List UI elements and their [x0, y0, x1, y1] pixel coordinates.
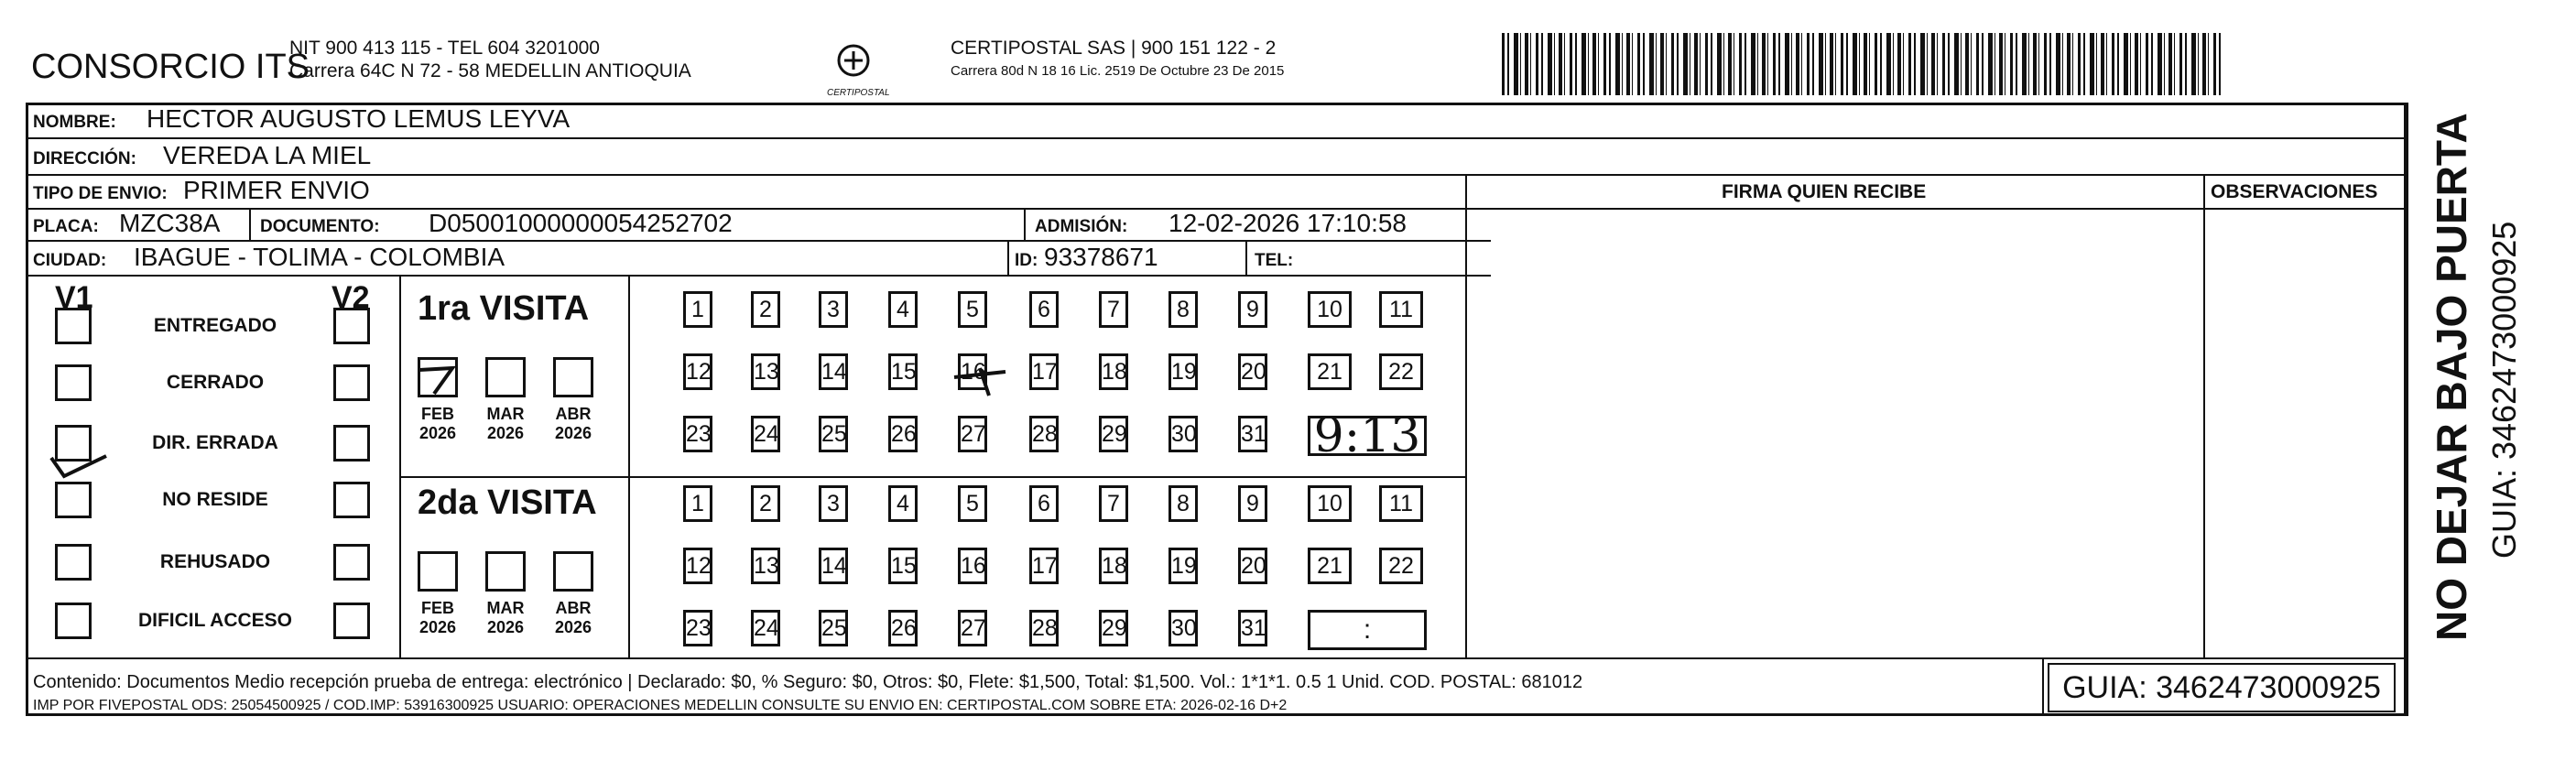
day-box[interactable]: 7	[1099, 485, 1128, 522]
day-box[interactable]: 8	[1168, 291, 1198, 328]
second-visit-month-label	[480, 599, 531, 637]
month-year: 2026	[554, 618, 592, 636]
ciudad-value: IBAGUE - TOLIMA - COLOMBIA	[134, 243, 505, 271]
day-box[interactable]: 10	[1308, 291, 1352, 328]
month-name: FEB	[421, 599, 454, 617]
day-box[interactable]: 6	[1029, 291, 1059, 328]
month-name: MAR	[486, 599, 525, 617]
col-divider	[2203, 174, 2205, 657]
v1-label: V1	[55, 280, 93, 315]
col-divider	[628, 275, 630, 657]
v2-label: V2	[332, 280, 370, 315]
admision-value: 12-02-2026 17:10:58	[1168, 209, 1407, 237]
day-box[interactable]: 18	[1099, 548, 1128, 584]
day-box[interactable]: 9	[1238, 485, 1267, 522]
month-year: 2026	[486, 618, 525, 636]
nombre-label: NOMBRE:	[33, 113, 116, 132]
day-box[interactable]: 12	[683, 353, 712, 390]
day-box[interactable]: 26	[888, 416, 918, 452]
v2-checkbox[interactable]	[333, 603, 370, 639]
day-box[interactable]: 7	[1099, 291, 1128, 328]
day-box[interactable]: 25	[819, 416, 848, 452]
col-divider	[2407, 103, 2408, 716]
month-year: 2026	[486, 424, 525, 442]
v1-checkbox[interactable]	[55, 603, 92, 639]
nit-line: NIT 900 413 115 - TEL 604 3201000	[289, 38, 600, 59]
day-box[interactable]: 18	[1099, 353, 1128, 390]
day-box[interactable]: 10	[1308, 485, 1352, 522]
day-box[interactable]: 8	[1168, 485, 1198, 522]
day-box[interactable]: 28	[1029, 416, 1059, 452]
warning-vertical: NO DEJAR BAJO PUERTA	[2428, 113, 2475, 641]
tipo-envio-value: PRIMER ENVIO	[183, 176, 370, 204]
v2-checkbox[interactable]	[333, 425, 370, 462]
day-box[interactable]: 4	[888, 485, 918, 522]
id-value: 93378671	[1044, 243, 1158, 271]
day-box[interactable]: 5	[958, 291, 987, 328]
day-box[interactable]: 3	[819, 485, 848, 522]
month-name: ABR	[555, 405, 592, 423]
firma-label: FIRMA QUIEN RECIBE	[1722, 181, 1927, 202]
check-mark-dir-errada	[48, 449, 112, 490]
second-visit-month-checkbox[interactable]	[418, 551, 458, 592]
v2-checkbox[interactable]	[333, 482, 370, 518]
guia-vertical: GUIA: 3462473000925	[2485, 221, 2523, 559]
col-divider	[1465, 174, 1467, 657]
ciudad-label: CIUDAD:	[33, 251, 107, 270]
day-box[interactable]: 17	[1029, 353, 1059, 390]
day-box[interactable]: 13	[751, 548, 780, 584]
day-box[interactable]: 4	[888, 291, 918, 328]
placa-value: MZC38A	[119, 209, 221, 237]
nombre-value: HECTOR AUGUSTO LEMUS LEYVA	[147, 104, 571, 133]
certipostal-logo-icon	[831, 40, 875, 84]
day-box[interactable]: 16	[958, 548, 987, 584]
col-divider	[1007, 240, 1009, 275]
day-box[interactable]: 11	[1379, 291, 1423, 328]
v1-checkbox[interactable]	[55, 364, 92, 401]
day-box[interactable]: 20	[1238, 548, 1267, 584]
day-box[interactable]: 28	[1029, 610, 1059, 646]
day-box[interactable]: 19	[1168, 548, 1198, 584]
second-visit-time[interactable]: :	[1308, 610, 1427, 650]
day-box[interactable]: 26	[888, 610, 918, 646]
day-box[interactable]: 21	[1308, 548, 1352, 584]
day-box[interactable]: 20	[1238, 353, 1267, 390]
first-visit-month-label	[480, 405, 531, 443]
month-name: FEB	[421, 405, 454, 423]
tipo-envio-label: TIPO DE ENVIO:	[33, 184, 168, 203]
v2-checkbox[interactable]	[333, 544, 370, 581]
logo-text: CERTIPOSTAL	[827, 88, 890, 98]
second-visit-month-checkbox[interactable]	[485, 551, 526, 592]
month-year: 2026	[418, 618, 457, 636]
col-divider	[1024, 208, 1026, 240]
second-visit-month-label	[412, 599, 463, 637]
status-label: ENTREGADO	[153, 315, 277, 336]
day-box[interactable]: 27	[958, 610, 987, 646]
company-name: CONSORCIO ITS	[31, 48, 310, 86]
col-divider	[1245, 240, 1247, 275]
day-box[interactable]: 9	[1238, 291, 1267, 328]
month-year: 2026	[554, 424, 592, 442]
day-box[interactable]: 1	[683, 485, 712, 522]
second-visit-label: 2da VISITA	[418, 483, 597, 522]
day-box[interactable]: 17	[1029, 548, 1059, 584]
day-box[interactable]: 30	[1168, 610, 1198, 646]
direccion-value: VEREDA LA MIEL	[163, 141, 372, 169]
v1-checkbox[interactable]	[55, 308, 92, 344]
day-box[interactable]: 14	[819, 548, 848, 584]
col-divider	[399, 275, 401, 657]
check-mark-day-16	[952, 364, 1016, 406]
certipostal-info	[951, 37, 1284, 82]
row-divider	[26, 174, 2407, 176]
day-box[interactable]: 6	[1029, 485, 1059, 522]
day-box[interactable]: 23	[683, 610, 712, 646]
status-label: NO RESIDE	[162, 489, 268, 510]
day-box[interactable]: 31	[1238, 610, 1267, 646]
certipostal-line: CERTIPOSTAL SAS | 900 151 122 - 2	[951, 38, 1277, 59]
day-box[interactable]: 31	[1238, 416, 1267, 452]
day-box[interactable]: 2	[751, 485, 780, 522]
day-box[interactable]: 22	[1379, 548, 1423, 584]
day-box[interactable]: 22	[1379, 353, 1423, 390]
documento-label: DOCUMENTO:	[260, 217, 380, 236]
status-label: DIFICIL ACCESO	[137, 610, 292, 631]
check-mark-feb	[416, 363, 462, 404]
tel-label: TEL:	[1255, 251, 1294, 270]
observaciones-label: OBSERVACIONES	[2211, 181, 2378, 202]
company-info	[289, 37, 691, 82]
v2-checkbox[interactable]	[333, 308, 370, 344]
footer-content-line: Contenido: Documentos Medio recepción prueba de entrega: electrónico | Declarado: $0, % Seguro: $0, Otros: $0, Flete: $1,500, Total: $1,500. Vol.: 1*1*1. 0.5 1 Unid. COD. POSTAL: 681012	[33, 672, 1583, 692]
delivery-form	[26, 103, 2407, 716]
first-visit-label: 1ra VISITA	[418, 289, 590, 328]
col-divider	[249, 208, 251, 240]
day-box[interactable]: 5	[958, 485, 987, 522]
direccion-label: DIRECCIÓN:	[33, 149, 136, 168]
status-label: CERRADO	[166, 372, 265, 393]
day-box[interactable]: 24	[751, 416, 780, 452]
day-box[interactable]: 27	[958, 416, 987, 452]
day-box[interactable]: 13	[751, 353, 780, 390]
status-label: REHUSADO	[159, 551, 271, 572]
second-visit-month-checkbox[interactable]	[553, 551, 593, 592]
footer-print-line: IMP POR FIVEPOSTAL ODS: 25054500925 / COD.IMP: 53916300925 USUARIO: OPERACIONES MEDELLIN CONSULTE SU ENVIO EN: CERTIPOSTAL.COM SOBRE ETA: 2026-02-16 D+2	[33, 698, 1288, 713]
day-box[interactable]: 21	[1308, 353, 1352, 390]
day-box[interactable]: 29	[1099, 610, 1128, 646]
certipostal-address: Carrera 80d N 18 16 Lic. 2519 De Octubre 23 De 2015	[951, 63, 1285, 79]
day-box[interactable]: 30	[1168, 416, 1198, 452]
placa-label: PLACA:	[33, 217, 99, 236]
month-year: 2026	[418, 424, 457, 442]
day-box[interactable]: 2	[751, 291, 780, 328]
day-box[interactable]: 16	[958, 353, 987, 390]
day-box[interactable]: 29	[1099, 416, 1128, 452]
month-name: ABR	[555, 599, 592, 617]
col-divider	[2042, 657, 2044, 716]
footer-divider	[26, 657, 2407, 659]
day-box[interactable]: 1	[683, 291, 712, 328]
day-box[interactable]: 23	[683, 416, 712, 452]
month-name: MAR	[486, 405, 525, 423]
day-box[interactable]: 19	[1168, 353, 1198, 390]
visit-divider	[399, 476, 1465, 478]
first-visit-time[interactable]: 9:13	[1308, 416, 1427, 456]
second-visit-month-label	[548, 599, 599, 637]
day-box[interactable]: 12	[683, 548, 712, 584]
day-box[interactable]: 24	[751, 610, 780, 646]
id-label: ID:	[1015, 251, 1038, 270]
first-visit-month-label	[412, 405, 463, 443]
first-visit-month-label	[548, 405, 599, 443]
barcode	[1502, 33, 2225, 95]
day-box[interactable]: 3	[819, 291, 848, 328]
first-visit-month-checkbox[interactable]	[485, 357, 526, 397]
admision-label: ADMISIÓN:	[1035, 217, 1128, 236]
guia-box: GUIA: 3462473000925	[2048, 663, 2396, 712]
address-line: Carrera 64C N 72 - 58 MEDELLIN ANTIOQUIA	[289, 60, 691, 81]
v1-checkbox[interactable]	[55, 544, 92, 581]
row-divider	[26, 240, 1491, 242]
day-box[interactable]: 25	[819, 610, 848, 646]
row-divider	[26, 137, 2407, 139]
day-box[interactable]: 15	[888, 353, 918, 390]
day-box[interactable]: 15	[888, 548, 918, 584]
documento-value: D05001000000054252702	[429, 209, 733, 237]
first-visit-month-checkbox[interactable]	[553, 357, 593, 397]
status-label: DIR. ERRADA	[152, 432, 278, 453]
day-box[interactable]: 11	[1379, 485, 1423, 522]
row-divider	[1465, 208, 2407, 210]
v2-checkbox[interactable]	[333, 364, 370, 401]
row-divider	[26, 275, 1491, 277]
day-box[interactable]: 14	[819, 353, 848, 390]
